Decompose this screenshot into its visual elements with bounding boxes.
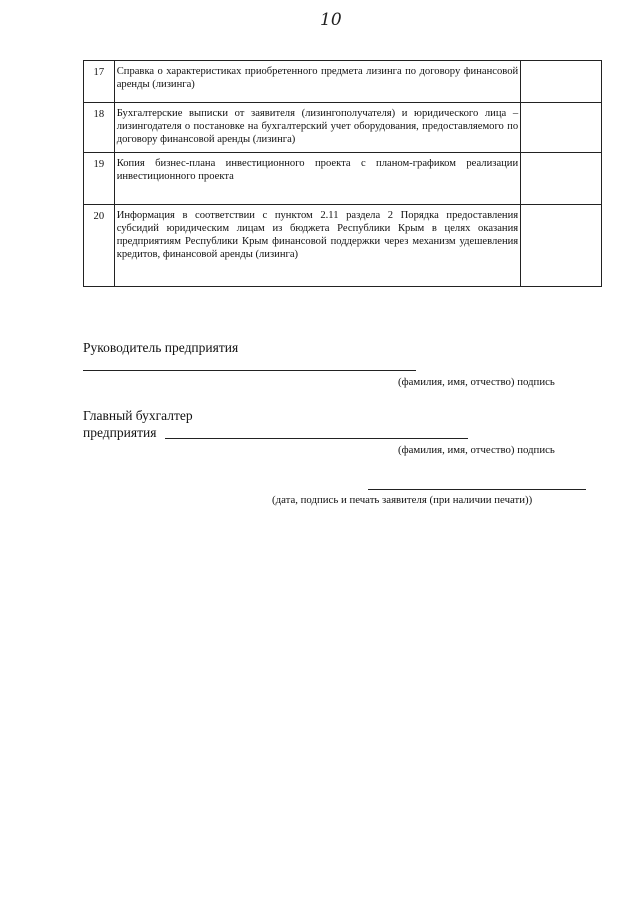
applicant-signature-line (368, 489, 586, 490)
accountant-title: Главный бухгалтер (83, 408, 193, 423)
row-blank-cell (521, 61, 602, 103)
accountant-signature-line (165, 438, 468, 439)
table-row (84, 153, 602, 205)
row-number: 17 (84, 61, 115, 103)
table-row (84, 61, 602, 103)
page-number: 10 (320, 10, 342, 30)
director-title: Руководитель предприятия (83, 340, 239, 355)
accountant-title-line2: предприятия (83, 425, 157, 440)
director-caption: (фамилия, имя, отчество) подпись (398, 376, 555, 388)
row-text: Бухгалтерские выписки от заявителя (лизингополучателя) и юридического лица – лизингодателя о постановке на бухгалтерский учет оборудования, предоставляемого по договору финансовой аренды (лизинга) (114, 103, 520, 153)
row-text: Копия бизнес-плана инвестиционного проекта с планом-графиком реализации инвестиционного проекта (114, 153, 520, 205)
row-text: Информация в соответствии с пунктом 2.11 раздела 2 Порядка предоставления субсидий юридическим лицам из бюджета Республики Крым в целях оказания предприятиям Республики Крым финансовой поддержки через механизм удешевления кредитов, финансовой аренды (лизинга) (114, 205, 520, 287)
documents-table (83, 60, 602, 287)
table-row (84, 103, 602, 153)
row-number: 20 (84, 205, 115, 287)
row-blank-cell (521, 153, 602, 205)
row-blank-cell (521, 205, 602, 287)
director-signature-line (83, 370, 416, 371)
row-text: Справка о характеристиках приобретенного предмета лизинга по договору финансовой аренды (лизинга) (114, 61, 520, 103)
applicant-caption: (дата, подпись и печать заявителя (при наличии печати)) (272, 494, 533, 506)
table-row (84, 205, 602, 287)
row-number: 19 (84, 153, 115, 205)
accountant-caption: (фамилия, имя, отчество) подпись (398, 444, 555, 456)
row-blank-cell (521, 103, 602, 153)
row-number: 18 (84, 103, 115, 153)
